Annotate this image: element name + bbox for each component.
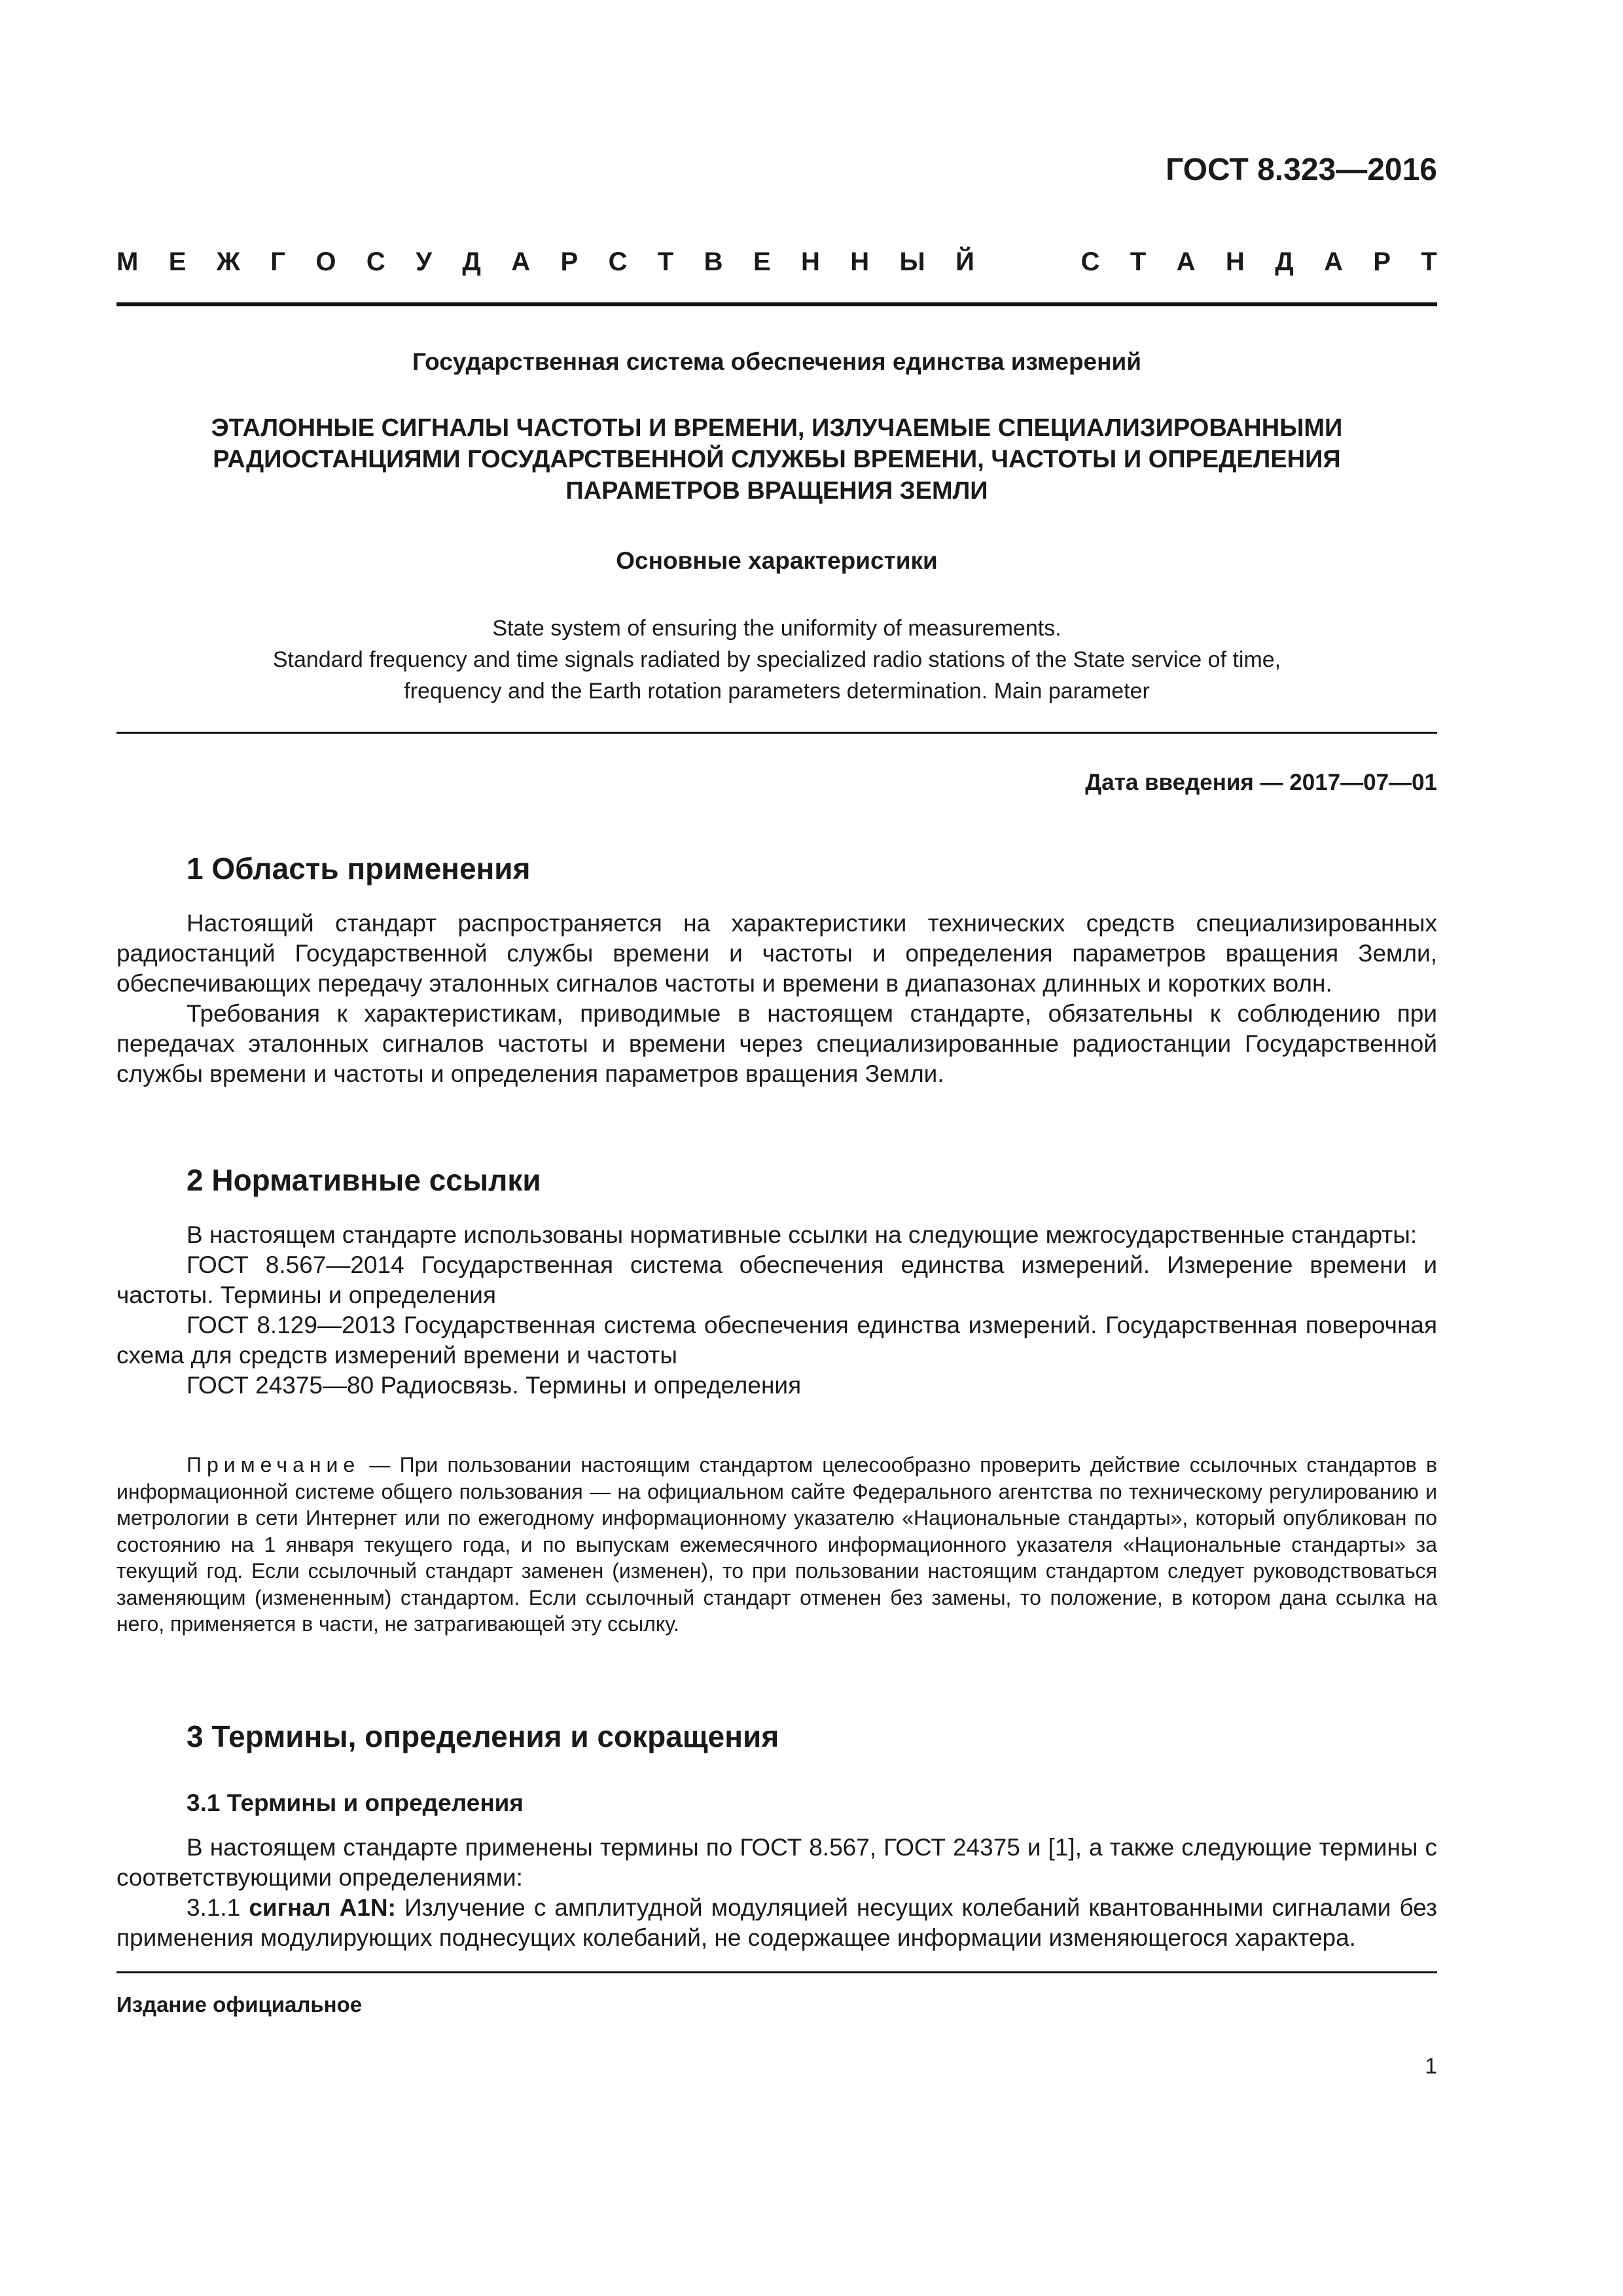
banner-letter-interstate: Й (955, 247, 974, 276)
paragraph: Настоящий стандарт распространяется на характеристики технических средств специализированных радиостанций Государственной службы времени и частоты и определения параметров вращения Земли, обеспечивающих передачу эталонных сигналов частоты и времени в диапазонах длинных и коротких волн. (116, 910, 1437, 997)
section-1-body (116, 908, 1437, 1089)
banner-letter-interstate: А (511, 247, 531, 276)
title-rule (116, 732, 1437, 734)
banner-letter-standard: Р (1373, 247, 1391, 276)
banner-letter-interstate: Г (270, 247, 285, 276)
footer-rule (116, 1971, 1437, 1973)
section-1-heading: 1 Область применения (187, 852, 531, 886)
note-text: — При пользовании настоящим стандартом целесообразно проверить действие ссылочных стандартов в информационной системе общего пользования — на официальном сайте Федерального агентства по техническому регулированию и метрологии в сети Интернет или по ежегодному информационному указателю «Национальные стандарты», который опубликован по состоянию на 1 января текущего года, и по выпускам ежемесячного информационного указателя «Национальные стандарты» за текущий год. Если ссылочный стандарт заменен (изменен), то при пользовании настоящим стандартом следует руководствоваться заменяющим (измененным) стандартом. Если ссылочный стандарт отменен без замены, то положение, в котором дана ссылка на него, применяется в части, не затрагивающей эту ссылку. (116, 1453, 1437, 1636)
banner-letter-interstate: Ы (899, 247, 925, 276)
section-2-body (116, 1220, 1437, 1401)
banner-letter-interstate: М (116, 247, 139, 276)
english-title-line: Standard frequency and time signals radiated by specialized radio stations of the State service of time, (272, 647, 1281, 672)
section-2-heading: 2 Нормативные ссылки (187, 1163, 541, 1197)
banner-letter-interstate: Ж (216, 247, 240, 276)
header-rule (116, 302, 1437, 306)
document-title (116, 412, 1437, 507)
banner-letter-standard: А (1176, 247, 1196, 276)
section-2-note (116, 1452, 1437, 1638)
page-number: 1 (1425, 2054, 1437, 2079)
normative-reference: ГОСТ 24375—80 Радиосвязь. Термины и определения (187, 1372, 802, 1399)
section-3-heading: 3 Термины, определения и сокращения (187, 1719, 779, 1753)
banner-letter-standard: А (1324, 247, 1343, 276)
title-line: ПАРАМЕТРОВ ВРАЩЕНИЯ ЗЕМЛИ (565, 477, 988, 505)
standard-series: Государственная система обеспечения единства измерений (412, 348, 1141, 375)
term-name: сигнал A1N: (249, 1894, 396, 1921)
english-title-line: frequency and the Earth rotation parameters determination. Main parameter (404, 679, 1150, 704)
term-definition (116, 1893, 1437, 1953)
banner-letter-interstate: Е (168, 247, 187, 276)
banner-letter-interstate: Т (657, 247, 674, 276)
banner-letter-interstate: С (608, 247, 628, 276)
paragraph: В настоящем стандарте применены термины по ГОСТ 8.567, ГОСТ 24375 и [1], а также следующие термины с соответствующими определениями: (116, 1834, 1437, 1891)
normative-reference: ГОСТ 8.129—2013 Государственная система обеспечения единства измерений. Государственная поверочная схема для средств измерений времени и частоты (116, 1312, 1437, 1369)
term-number: 3.1.1 (187, 1894, 249, 1921)
interstate-standard-banner (116, 247, 1437, 277)
english-title-line: State system of ensuring the uniformity of measurements. (492, 616, 1061, 641)
english-title (116, 613, 1437, 707)
banner-letter-interstate: С (366, 247, 385, 276)
banner-letter-interstate: Д (462, 247, 481, 276)
banner-letter-interstate: О (315, 247, 336, 276)
document-number: ГОСТ 8.323—2016 (1166, 152, 1437, 187)
term-definition-text: Излучение с амплитудной модуляцией несущих колебаний квантованными сигналами без применения модулирующих поднесущих колебаний, не содержащее информации изменяющегося характера. (116, 1894, 1437, 1951)
subsection-3-1-heading: 3.1 Термины и определения (187, 1789, 524, 1816)
banner-letter-interstate: В (704, 247, 723, 276)
paragraph: Требования к характеристикам, приводимые в настоящем стандарте, обязательны к соблюдению при передачах эталонных сигналов частоты и времени через специализированные радиостанции Государственной службы времени и частоты и определения параметров вращения Земли. (116, 1000, 1437, 1087)
banner-letter-interstate: Н (850, 247, 870, 276)
banner-gap (1005, 247, 1050, 277)
banner-letter-standard: Т (1421, 247, 1437, 276)
title-line: ЭТАЛОННЫЕ СИГНАЛЫ ЧАСТОТЫ И ВРЕМЕНИ, ИЗЛУЧАЕМЫЕ СПЕЦИАЛИЗИРОВАННЫМИ (211, 414, 1343, 442)
banner-letter-interstate: Е (753, 247, 771, 276)
banner-letter-standard: Т (1130, 247, 1147, 276)
banner-letter-interstate: У (416, 247, 433, 276)
banner-letter-standard: Н (1225, 247, 1245, 276)
edition-label: Издание официальное (116, 1992, 363, 2017)
banner-letter-standard: С (1080, 247, 1100, 276)
normative-reference: ГОСТ 8.567—2014 Государственная система обеспечения единства измерений. Измерение времени и частоты. Термины и определения (116, 1251, 1437, 1308)
document-subtitle: Основные характеристики (616, 547, 938, 574)
section-3-body (116, 1833, 1437, 1953)
paragraph: В настоящем стандарте использованы нормативные ссылки на следующие межгосударственные стандарты: (187, 1221, 1418, 1248)
banner-letter-interstate: Р (560, 247, 579, 276)
note-label: Примечание (187, 1453, 361, 1477)
banner-letter-standard: Д (1275, 247, 1294, 276)
title-line: РАДИОСТАНЦИЯМИ ГОСУДАРСТВЕННОЙ СЛУЖБЫ ВРЕМЕНИ, ЧАСТОТЫ И ОПРЕДЕЛЕНИЯ (213, 446, 1341, 473)
banner-letter-interstate: Н (801, 247, 820, 276)
introduction-date: Дата введения — 2017—07—01 (1085, 770, 1437, 795)
